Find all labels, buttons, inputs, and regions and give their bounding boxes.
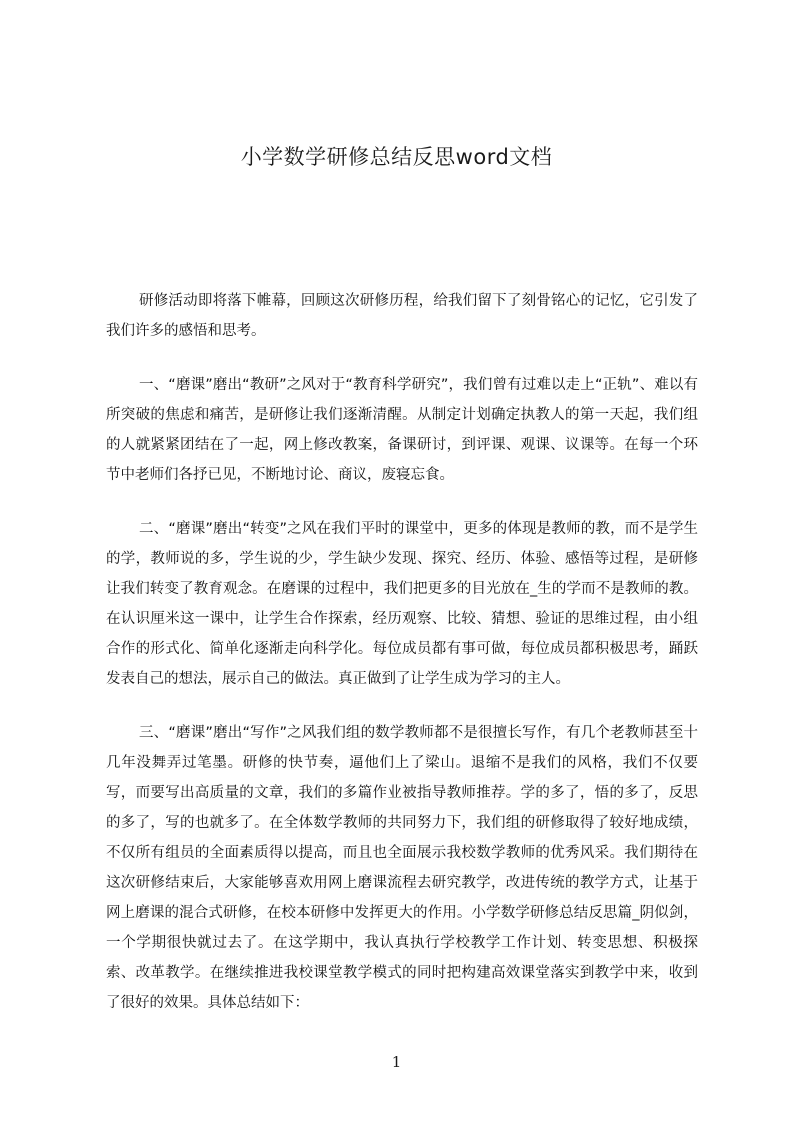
paragraph-section-2: 二、“磨课”磨出“转变”之风在我们平时的课堂中，更多的体现是教师的教，而不是学生的学，教师说的多，学生说的少，学生缺少发现、探究、经历、体验、感悟等过程，是研修让我们转变了教育观念。在磨课的过程中，我们把更多的目光放在_生的学而不是教师的教。在认识厘米这一课中，让学生合作探索，经历观察、比较、猜想、验证的思维过程，由小组合作的形式化、简单化逐渐走向科学化。每位成员都有事可做，每位成员都积极思考，踊跃发表自己的想法，展示自己的做法。真正做到了让学生成为学习的主人。 [106, 521, 698, 687]
page-number: 1 [391, 1053, 402, 1071]
document-title: 小学数学研修总结反思word文档 [240, 145, 553, 169]
paragraph-section-3: 三、“磨课”磨出“写作”之风我们组的数学教师都不是很擅长写作，有几个老教师甚至十几年没舞弄过笔墨。研修的快节奏，逼他们上了梁山。退缩不是我们的风格，我们不仅要写，而要写出高质量的文章，我们的多篇作业被指导教师推荐。学的多了，悟的多了，反思的多了，写的也就多了。在全体数学教师的共同努力下，我们组的研修取得了较好地成绩，不仅所有组员的全面素质得以提高，而且也全面展示我校数学教师的优秀风采。我们期待在这次研修结束后，大家能够喜欢用网上磨课流程去研究教学，改进传统的教学方式，让基于网上磨课的混合式研修，在校本研修中发挥更大的作用。小学数学研修总结反思篇_阴似剑，一个学期很快就过去了。在这学期中，我认真执行学校教学工作计划、转变思想、积极探索、改革教学。在继续推进我校课堂教学模式的同时把构建高效课堂落实到教学中来，收到了很好的效果。具体总结如下： [106, 725, 698, 1011]
document-body [106, 286, 698, 1042]
paragraph-intro: 研修活动即将落下帷幕，回顾这次研修历程，给我们留下了刻骨铭心的记忆，它引发了我们许多的感悟和思考。 [106, 293, 698, 339]
paragraph-section-1: 一、“磨课”磨出“教研”之风对于“教育科学研究”，我们曾有过难以走上“正轨”、难以有所突破的焦虑和痛苦，是研修让我们逐渐清醒。从制定计划确定执教人的第一天起，我们组的人就紧紧团结在了一起，网上修改教案，备课研讨，到评课、观课、议课等。在每一个环节中老师们各抒已见，不断地讨论、商议，废寝忘食。 [106, 377, 698, 483]
